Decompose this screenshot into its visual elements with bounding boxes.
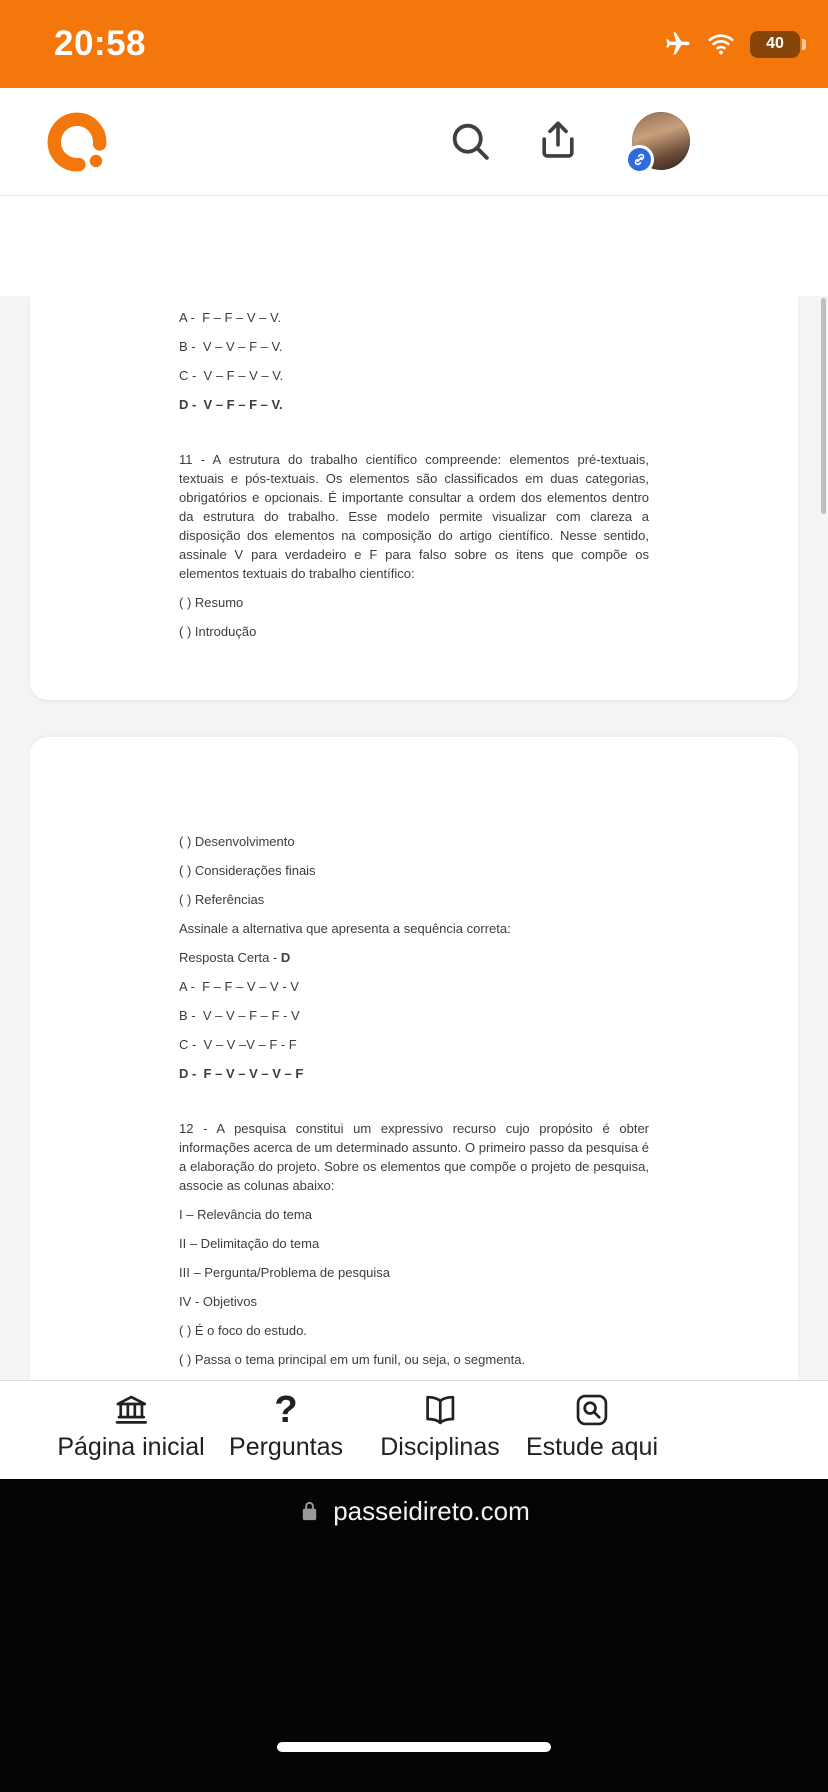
- answer-value: D: [280, 950, 291, 965]
- wifi-icon: [706, 31, 736, 57]
- blank-item: ( ) Introdução: [179, 624, 257, 639]
- upload-icon: [535, 117, 581, 163]
- search-square-icon: [572, 1390, 612, 1430]
- document-page-upper: [30, 296, 798, 700]
- search-button[interactable]: [447, 118, 493, 164]
- institution-icon: [111, 1390, 151, 1430]
- option-d: D - V – F – F – V.: [179, 397, 283, 412]
- bottom-nav: [0, 1380, 828, 1479]
- blank-item: ( ) Referências: [179, 892, 265, 907]
- question-prompt: Assinale a alternativa que apresenta a sequência correta:: [179, 921, 511, 936]
- question-12-text: 12 - A pesquisa constitui um expressivo recurso cujo propósito é obter informações acerca de um determinado assunto. O primeiro passo da pesquisa é a elaboração do projeto. Sobre os elementos que compõe o projeto de pesquisa, associe as colunas abaixo:: [179, 1121, 649, 1193]
- nav-label: Perguntas: [229, 1433, 343, 1461]
- nav-label: Estude aqui: [525, 1433, 659, 1461]
- option-a: A - F – F – V – V.: [179, 310, 282, 325]
- nav-item-disciplinas[interactable]: [380, 1390, 499, 1462]
- battery-nub: [802, 39, 806, 50]
- blank-item: ( ) É o foco do estudo.: [179, 1323, 307, 1338]
- status-time: 20:58: [54, 24, 147, 63]
- association-item: I – Relevância do tema: [179, 1207, 312, 1222]
- url-text: passeidireto.com: [333, 1496, 530, 1526]
- option-c: C - V – F – V – V.: [179, 368, 284, 383]
- url-bar[interactable]: [0, 1496, 828, 1527]
- upload-button[interactable]: [535, 117, 581, 163]
- blank-item: ( ) Passa o tema principal em um funil, ou seja, o segmenta.: [179, 1352, 526, 1367]
- nav-item-perguntas[interactable]: [229, 1390, 343, 1462]
- search-icon: [447, 118, 493, 164]
- home-indicator[interactable]: [277, 1742, 551, 1752]
- document-scroll-area[interactable]: [0, 296, 828, 1380]
- option-c: C - V – V –V – F - F: [179, 1037, 297, 1052]
- association-item: IV - Objetivos: [179, 1294, 258, 1309]
- association-item: III – Pergunta/Problema de pesquisa: [179, 1265, 391, 1280]
- blank-item: ( ) Resumo: [179, 595, 244, 610]
- question-11-text: 11 - A estrutura do trabalho científico compreende: elementos pré-textuais, textuais e pós-textuais. Os elementos são classificados em duas categorias, obrigatórios e opcionais. É importante consultar a ordem dos elementos dentro da estrutura do trabalho. Esse modelo permite visualizar com clareza a disposição dos elementos na composição do artigo científico. Nesse sentido, assinale V para verdadeiro e F para falso sobre os itens que compõe os elementos textuais do trabalho científico:: [179, 452, 649, 581]
- battery-icon: [750, 31, 800, 58]
- document-action-bar: [0, 196, 828, 296]
- status-icons: [664, 28, 800, 60]
- nav-label: Disciplinas: [380, 1433, 500, 1461]
- nav-item-estude-aqui[interactable]: [526, 1390, 658, 1462]
- airplane-mode-icon: [664, 30, 692, 58]
- document-page-lower: [30, 737, 798, 1380]
- option-b: B - V – V – F – V.: [179, 339, 283, 354]
- app-header: [0, 88, 828, 196]
- nav-label: Página inicial: [57, 1433, 205, 1461]
- option-b: B - V – V – F – F - V: [179, 1008, 300, 1023]
- battery-percent: 40: [766, 35, 784, 52]
- lock-icon: [298, 1500, 321, 1523]
- passei-direto-logo[interactable]: [44, 109, 110, 175]
- blank-item: ( ) Considerações finais: [179, 863, 316, 878]
- answer-label: Resposta Certa -: [179, 950, 281, 965]
- answer-line: [179, 948, 649, 967]
- safari-bottom-bar: [0, 1479, 828, 1792]
- avatar-badge-icon: [625, 145, 654, 174]
- option-d: D - F – V – V – V – F: [179, 1066, 304, 1081]
- nav-item-pagina-inicial[interactable]: [57, 1390, 204, 1462]
- question-mark-icon: ?: [274, 1389, 298, 1431]
- blank-item: ( ) Desenvolvimento: [179, 834, 295, 849]
- open-book-icon: [420, 1390, 460, 1430]
- option-a: A - F – F – V – V - V: [179, 979, 299, 994]
- status-bar: [0, 0, 828, 88]
- scrollbar[interactable]: [821, 298, 826, 514]
- page-gap: [0, 700, 828, 737]
- profile-avatar-button[interactable]: [632, 112, 690, 170]
- association-item: II – Delimitação do tema: [179, 1236, 320, 1251]
